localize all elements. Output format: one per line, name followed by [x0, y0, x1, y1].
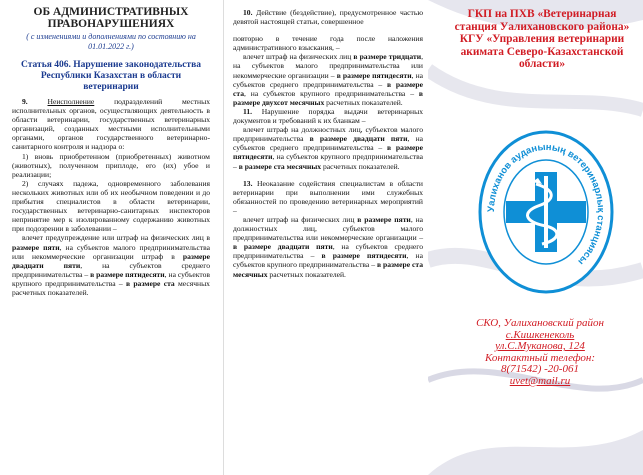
address-line-1: СКО, Уалихановский район	[476, 317, 604, 329]
paragraph-11: 11. Нарушение порядка выдачи ветеринарных документов и требований к их бланкам –	[233, 106, 423, 126]
paragraph-9: 9. Неисполнение подразделений местных исполнительных органов, осуществляющих деятельность в области ветеринарии, государственных ветеринарных организаций, созданных местными исполнительными органами, органов государственного ветеринарно-санитарного контроля и надзора о:	[12, 97, 210, 152]
phone-number[interactable]: 8(71542) -20-061	[501, 363, 579, 376]
penalty-11: влечет штраф на должностных лиц, субъектов малого предпринимательства в размере двадцати пяти, на субъектов среднего предпринимательства – в размере пятидесяти, на субъектов крупного предпринимательства – в размере ста месячных расчетных показателей.	[233, 125, 423, 171]
vet-station-logo	[476, 120, 616, 300]
left-column	[0, 0, 222, 475]
logo-ring-text: Уалиханов ауданының ветеринарлық станциясы	[485, 141, 607, 267]
penalty-10: влечет штраф на физических лиц в размере тридцати, на субъектов малого предпринимательства или некоммерческие организации – в размере пятидесяти, на субъектов среднего предпринимательства – в размере ста, на субъектов крупного предпринимательства – в размере двухсот месячных расчетных показателей.	[233, 52, 424, 107]
item-2: 2) случаях падежа, одновременного заболевания нескольких животных или об их необычном поведении и до прибытия специалистов в области ветеринарии, государственных ветеринарно-санитарных инспекторов непринятие мер к изолированному содержанию животных при подозрении в заболевании –	[12, 178, 210, 234]
item-1: 1) вновь приобретенном (приобретенных) животном (животных), полученном приплоде, его (их) убое и реализации;	[12, 151, 210, 179]
email-link[interactable]: uvet@mail.ru	[509, 374, 571, 387]
address-line-3: ул.С.Муканова, 124	[495, 340, 585, 353]
right-column	[428, 0, 643, 475]
paragraph-13: 13. Неоказание содействия специалистам в области ветеринарии при выполнении ими служебных обязанностей по проведению ветеринарных мероприятий –	[233, 178, 423, 215]
document-subtitle: ( с изменениями и дополнениями по состоянию на 01.01.2022 г.)	[26, 32, 196, 51]
penalty-9: влечет предупреждение или штраф на физических лиц в размере пяти, на субъектов малого предпринимательства или некоммерческие организации штраф в размере двадцати пяти, на субъектов среднего предпринимательства – в размере пятидесяти, на субъектов крупного предпринимательства – в размере ста месячных расчетных показателей.	[12, 233, 210, 297]
document-title: ОБ АДМИНИСТРАТИВНЫХ ПРАВОНАРУШЕНИЯХ	[33, 6, 189, 30]
paragraph-10: 10. Действие (бездействие), предусмотренное частью девятой настоящей статьи, совершенное	[233, 8, 423, 27]
middle-column	[227, 0, 427, 475]
phone-label: Контактный телефон:	[484, 351, 596, 364]
address-line-2: с.Кишкенеколь	[505, 328, 575, 341]
contact-block	[442, 318, 638, 388]
organization-title: ГКП на ПХВ «Ветеринарная станция Уалихановского района» КГУ «Управления ветеринарии акимата Северо-Казахстанской области»	[454, 8, 630, 70]
article-heading: Статья 406. Нарушение законодательства Республики Казахстан в области ветеринарии	[21, 60, 201, 92]
repeat-clause: повторно в течение года после наложения административного взыскания, –	[233, 34, 423, 53]
penalty-13: влечет штраф на физических лиц в размере пяти, на должностных лиц, субъектов малого предпринимательства или некоммерческие организации – в размере двадцати пяти, на субъектов среднего предпринимательства – в размере пятидесяти, на субъектов крупного предпринимательства – в размере ста месячных расчетных показателей.	[233, 214, 424, 279]
